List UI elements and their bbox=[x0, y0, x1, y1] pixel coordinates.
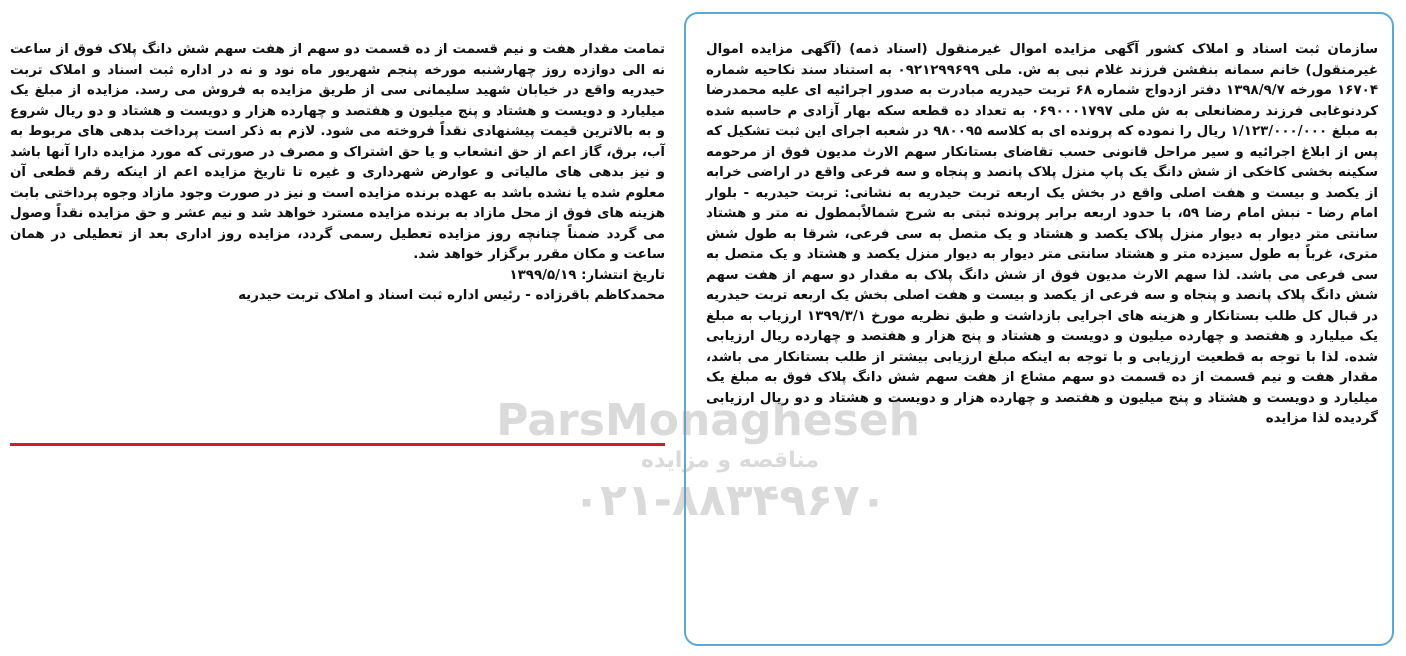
signature-line: محمدکاظم باقرزاده - رئیس اداره ثبت اسناد و املاک تربت حیدریه bbox=[238, 288, 665, 303]
notice-right-column bbox=[706, 40, 1378, 430]
notice-body-right: سازمان ثبت اسناد و املاک کشور آگهی مزایده اموال غیرمنقول (اسناد ذمه) (آگهی مزایده اموال غیرمنقول) خانم سمانه بنفشن فرزند غلام نبی به ش. ملی ۰۹۲۱۲۹۹۶۹۹ به استناد سند نکاحیه شماره ۱۶۷۰۴ مورخه ۱۳۹۸/۹/۷ دفتر ازدواج شماره ۶۸ تربت حیدریه مبادرت به صدور اجرائیه ای علیه محمدرضا کردنوغابی فرزند رمضانعلی به ش ملی ۰۶۹۰۰۰۱۷۹۷ به تعداد ده قطعه سکه بهار آزادی م حاسبه شده به مبلغ ۱/۱۲۳/۰۰۰/۰۰۰ ریال را نموده که پرونده ای به کلاسه ۹۸۰۰۹۵ در شعبه اجرای این ثبت تشکیل که پس از ابلاغ اجرائیه و سیر مراحل قانونی حسب تقاضای بستانکار سهم الارث مدیون فوق از مرحومه سکینه بخشی کاخکی از شش دانگ یک پاپ منزل پلاک پانصد و پنجاه و سه فرعی واقع در اراضی خرابه از یکصد و بیست و هفت اصلی واقع در بخش یک اربعه تربت حیدریه به نشانی: تربت حیدریه - بلوار امام رضا - نبش امام رضا ۵۹، با حدود اربعه برابر پرونده ثبتی به شرح شمالاًبمطول نه متر و هشتاد سانتی متر دیوار به دیوار منزل پلاک یکصد و هشتاد و یک متصل به سی فرعی، شرقا به طول شش متری، غرباً به طول سیزده متر و هشتاد سانتی متر دیوار به دیوار منزل یکصد و هشتاد و یک متصل به سی فرعی می باشد. لذا سهم الارث مدیون فوق از شش دانگ پلاک به مقدار دو سهم از هفت سهم شش دانگ پلاک پانصد و پنجاه و سه فرعی از یکصد و بیست و هفت اصلی بخش یک اربعه تربت حیدریه در قبال کل طلب بستانکار و هزینه های اجرایی بازداشت و طبق نظریه مورخ ۱۳۹۹/۳/۱ ارزیاب به مبلغ یک میلیارد و هفتصد و چهارده میلیون و دویست و هشتاد و پنج هزار و هفتصد و چهارده ریال ارزیابی شده. لذا با توجه به قطعیت ارزیابی و با توجه به اینکه مبلغ ارزیابی بیشتر از طلب بستانکار می باشد، مقدار هفت و نیم قسمت از ده قسمت دو سهم مشاع از هفت سهم شش دانگ پلاک فوق به مبلغ یک میلیارد و دویست و هشتاد و پنج میلیون و هفتصد و چهارده هزار و دویست و هشتاد و دو ریال ارزیابی گردیده لذا مزایده bbox=[706, 42, 1379, 426]
watermark-brand: ParsMonagheseh bbox=[496, 395, 920, 446]
notice-left-column bbox=[10, 40, 665, 307]
notice-body-left: تمامت مقدار هفت و نیم قسمت از ده قسمت دو سهم از هفت سهم شش دانگ پلاک فوق از ساعت نه الی دوازده روز چهارشنبه مورخه پنجم شهریور ماه نود و نه در اداره ثبت اسناد و املاک تربت حیدریه واقع در خیابان شهید سلیمانی سی از طریق مزایده به فروش می رسد. مزایده از مبلغ یک میلیارد و دویست و هشتاد و پنج میلیون و هفتصد و چهارده هزار و دویست و هشتاد و دو ریال شروع و به بالاترین قیمت پیشنهادی نقداً فروخته می شود. لازم به ذکر است پرداخت بدهی های مربوط به آب، برق، گاز اعم از حق انشعاب و یا حق اشتراک و مصرف در صورتی که مورد مزایده دارا آنها باشد و نیز بدهی های مالیاتی و عوارض شهرداری و غیره تا تاریخ مزایده اعم از اینکه رقم قطعی آن معلوم شده یا نشده باشد به عهده برنده مزایده است و نیز در صورت وجود مازاد وجوه پرداختی بابت هزینه های فوق از محل مازاد به برنده مزایده مسترد خواهد شد و نیم عشر و حق مزایده نقداً وصول می گردد ضمناً چنانچه روز مزایده تعطیل رسمی گردد، مزایده روز اداری بعد از تعطیلی در همان ساعت و مکان مقرر برگزار خواهد شد. bbox=[10, 42, 665, 262]
publish-date: تاریخ انتشار: ۱۳۹۹/۵/۱۹ bbox=[509, 267, 665, 283]
watermark-phone: ۰۲۱-۸۸۳۴۹۶۷۰ bbox=[573, 475, 887, 526]
watermark-site: مناقصه و مزایده bbox=[640, 448, 820, 473]
divider-line bbox=[10, 443, 665, 446]
